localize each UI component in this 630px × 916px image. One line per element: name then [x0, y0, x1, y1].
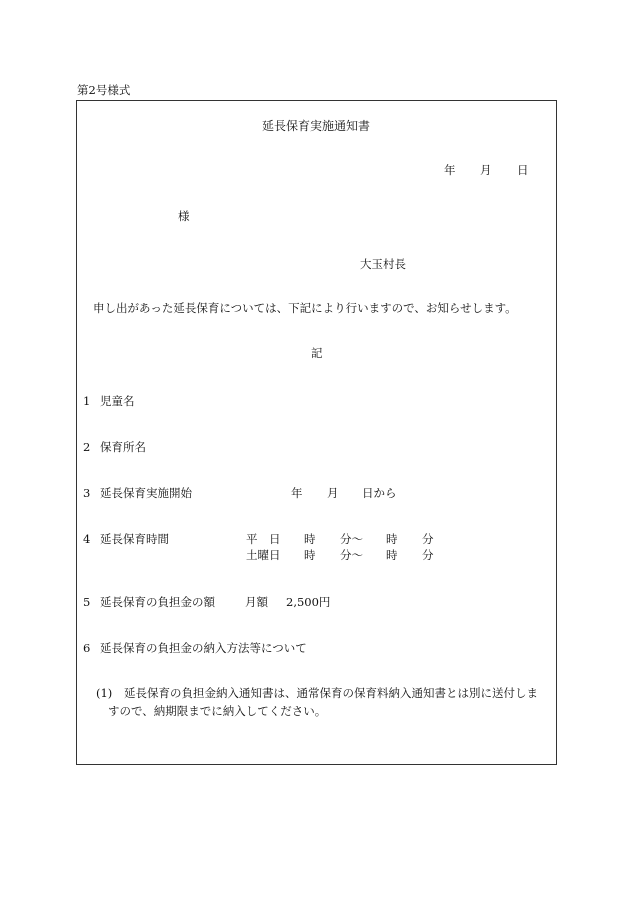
date-day: 日 — [517, 163, 529, 177]
saturday-label: 土曜日 — [246, 548, 281, 562]
saturday-minute-end: 分 — [422, 548, 434, 562]
date-year: 年 — [444, 163, 456, 177]
start-month: 月 — [327, 486, 339, 500]
date-month: 月 — [480, 163, 492, 177]
item-label: 児童名 — [100, 394, 135, 408]
issuer: 大玉村長 — [360, 257, 406, 271]
note-number: (1) — [96, 686, 113, 700]
weekday-label: 平 日 — [246, 532, 281, 546]
amount-label: 月額 — [245, 595, 268, 609]
item-number: 1 — [83, 394, 91, 408]
ki-label: 記 — [311, 346, 323, 360]
form-number: 第2号様式 — [77, 83, 131, 97]
note-line-1: 延長保育の負担金納入通知書は、通常保育の保育料納入通知書とは別に送付しま — [124, 686, 538, 700]
item-number: 4 — [83, 532, 91, 546]
item-label: 延長保育実施開始 — [100, 486, 192, 500]
saturday-hour-start: 時 — [304, 548, 316, 562]
start-day: 日から — [362, 486, 397, 500]
weekday-hour-start: 時 — [304, 532, 316, 546]
weekday-hour-end: 時 — [386, 532, 398, 546]
weekday-minute-start: 分～ — [340, 532, 363, 546]
item-label: 保育所名 — [100, 440, 146, 454]
item-number: 5 — [83, 595, 91, 609]
item-number: 2 — [83, 440, 91, 454]
recipient-suffix: 様 — [178, 209, 190, 223]
start-year: 年 — [291, 486, 303, 500]
saturday-minute-start: 分～ — [340, 548, 363, 562]
amount-value: 2,500円 — [286, 595, 331, 609]
note-line-2: すので、納期限までに納入してください。 — [108, 704, 327, 718]
item-label: 延長保育の負担金の額 — [100, 595, 215, 609]
item-label: 延長保育の負担金の納入方法等について — [100, 641, 307, 655]
item-number: 6 — [83, 641, 91, 655]
weekday-minute-end: 分 — [422, 532, 434, 546]
document-title: 延長保育実施通知書 — [262, 119, 371, 133]
document-frame — [76, 100, 557, 765]
saturday-hour-end: 時 — [386, 548, 398, 562]
item-label: 延長保育時間 — [100, 532, 169, 546]
item-number: 3 — [83, 486, 91, 500]
intro-text: 申し出があった延長保育については、下記により行いますので、お知らせします。 — [93, 301, 517, 315]
